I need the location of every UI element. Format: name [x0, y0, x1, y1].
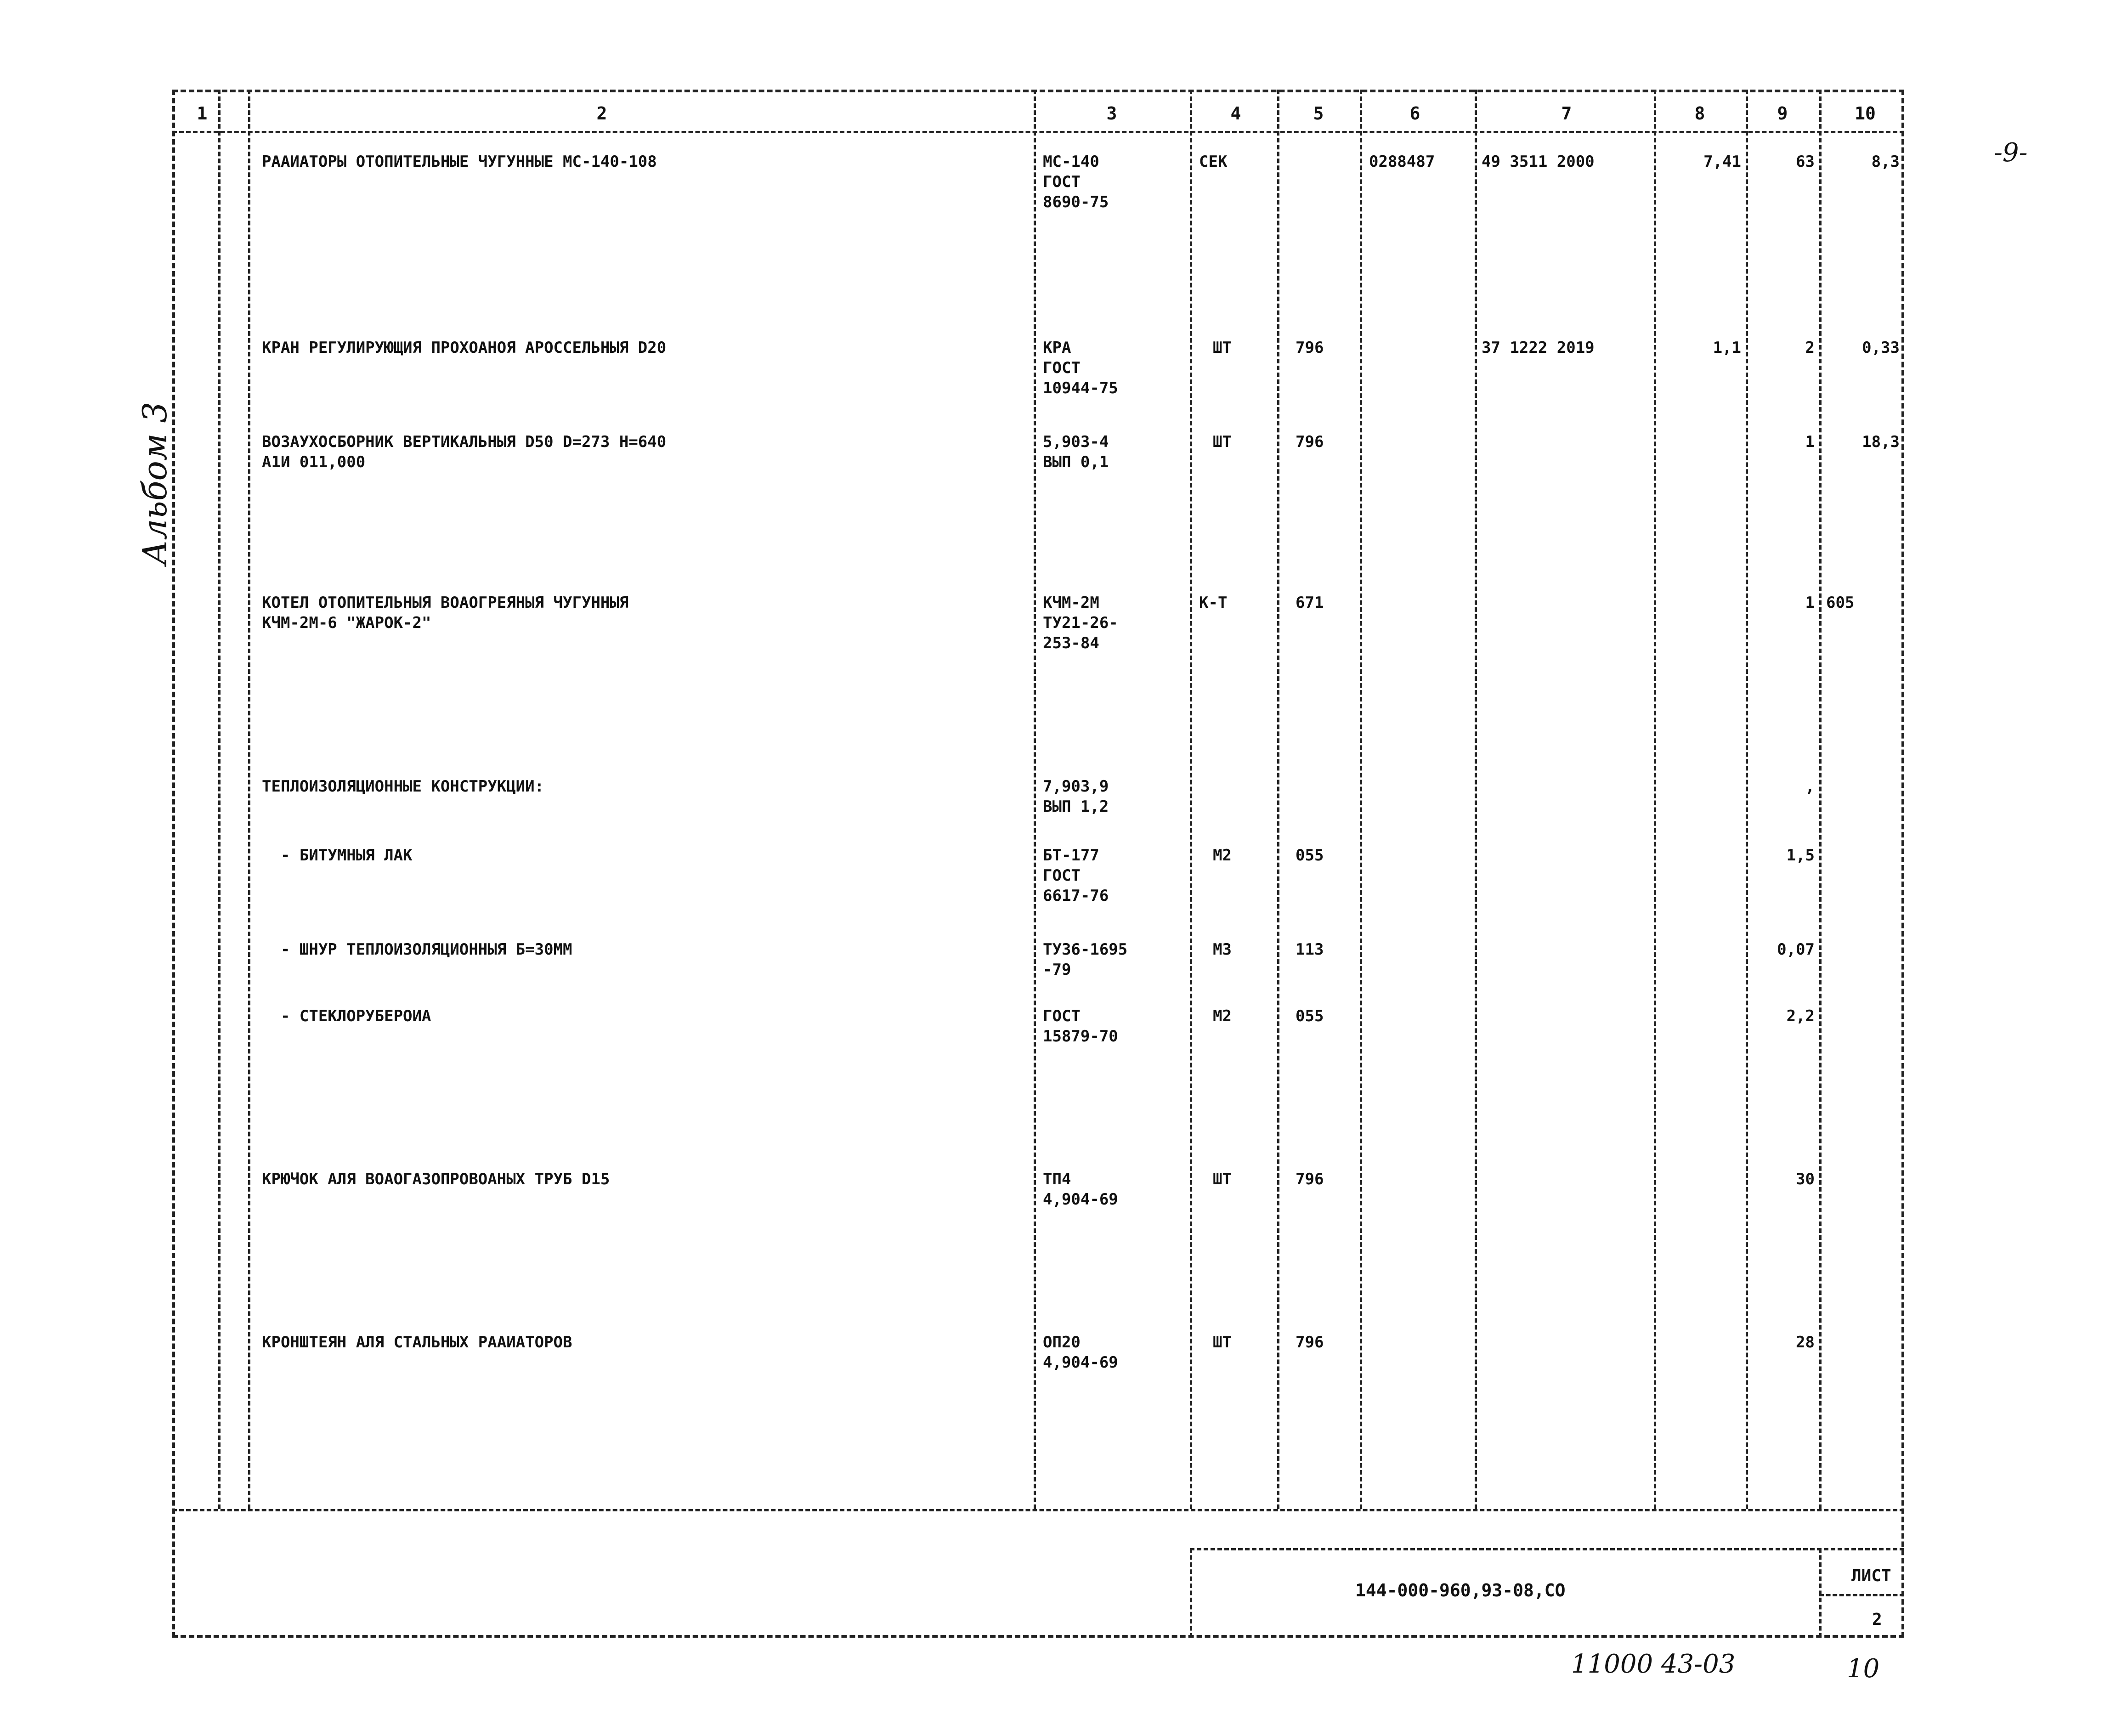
item-col8: 7,41	[1703, 153, 1741, 171]
item-code: БТ-177 ГОСТ 6617-76	[1043, 846, 1109, 905]
item-col9: 2,2	[1786, 1007, 1815, 1025]
handwritten-page: 10	[1847, 1654, 1880, 1684]
item-unit-code: 796	[1296, 433, 1324, 451]
item-unit: М3	[1213, 940, 1232, 959]
stamp-left-line	[1190, 1548, 1192, 1638]
item-unit-code: 796	[1296, 339, 1324, 357]
col-divider	[1190, 90, 1192, 1509]
item-name: КРАН РЕГУЛИРУЮЩИЯ ПРОХОАНОЯ АРОССЕЛЬНЫЯ D20	[262, 339, 667, 357]
item-col10: 0,33	[1862, 339, 1900, 357]
col-divider	[1475, 90, 1477, 1509]
item-code: ТП4 4,904-69	[1043, 1170, 1118, 1209]
item-col9: 63	[1796, 153, 1815, 171]
col-header: 6	[1409, 103, 1420, 124]
item-col9: 1	[1805, 594, 1815, 612]
item-code: КРА ГОСТ 10944-75	[1043, 339, 1118, 397]
item-col10: 8,3	[1871, 153, 1900, 171]
document-code: 144-000-960,93-08,СО	[1355, 1580, 1566, 1600]
stamp-top-line	[1190, 1548, 1904, 1550]
col-divider	[1746, 90, 1748, 1509]
item-unit: ШТ	[1213, 339, 1232, 357]
item-unit: СЕК	[1199, 153, 1228, 171]
item-col7: 37 1222 2019	[1482, 339, 1595, 357]
item-col6: 0288487	[1369, 153, 1435, 171]
col-header: 8	[1694, 103, 1705, 124]
header-divider	[172, 131, 1904, 133]
col-header: 7	[1561, 103, 1572, 124]
stamp-sheet-divider	[1819, 1594, 1904, 1596]
item-name: - БИТУМНЫЯ ЛАК	[262, 846, 413, 865]
item-unit: М2	[1213, 1007, 1232, 1025]
col-header: 4	[1230, 103, 1241, 124]
sheet-label: ЛИСТ	[1851, 1566, 1891, 1585]
stamp-sheet-line	[1819, 1548, 1822, 1638]
item-name: - ШНУР ТЕПЛОИЗОЛЯЦИОННЫЯ Б=30ММ	[262, 940, 572, 959]
col-header: 3	[1106, 103, 1117, 124]
item-unit: ШТ	[1213, 1170, 1232, 1188]
item-col8: 1,1	[1713, 339, 1741, 357]
item-col10: 18,3	[1862, 433, 1900, 451]
item-unit-code: 796	[1296, 1333, 1324, 1351]
item-code: ОП20 4,904-69	[1043, 1333, 1118, 1372]
item-unit-code: 671	[1296, 594, 1324, 612]
col-header: 10	[1855, 103, 1876, 124]
item-code: ГОСТ 15879-70	[1043, 1007, 1118, 1046]
col-divider	[1819, 90, 1822, 1509]
item-code: ТУ36-1695 -79	[1043, 940, 1128, 979]
item-unit-code: 055	[1296, 846, 1324, 865]
col-header: 2	[596, 103, 607, 124]
col-header: 5	[1313, 103, 1324, 124]
item-col9: ,	[1805, 777, 1815, 796]
handwritten-archive-number: 11000 43-03	[1571, 1649, 1736, 1679]
col-divider	[1654, 90, 1656, 1509]
item-name: КРЮЧОК АЛЯ ВОАОГАЗОПРОВОАНЫХ ТРУБ D15	[262, 1170, 610, 1188]
item-col9: 30	[1796, 1170, 1815, 1188]
item-col9: 0,07	[1777, 940, 1815, 959]
item-unit-code: 113	[1296, 940, 1324, 959]
item-unit-code: 055	[1296, 1007, 1324, 1025]
item-col10: 605	[1826, 594, 1855, 612]
item-unit: М2	[1213, 846, 1232, 865]
item-col9: 1,5	[1786, 846, 1815, 865]
item-code: 7,903,9 ВЫП 1,2	[1043, 777, 1109, 816]
item-name: - СТЕКЛОРУБЕРОИА	[262, 1007, 431, 1025]
item-unit-code: 796	[1296, 1170, 1324, 1188]
col-header: 1	[197, 103, 208, 124]
item-name: ВОЗАУХОСБОРНИК ВЕРТИКАЛЬНЫЯ D50 D=273 H=640 А1И 011,000	[262, 433, 667, 471]
item-col9: 28	[1796, 1333, 1815, 1351]
side-label: Альбом 3	[136, 401, 174, 565]
item-unit: ШТ	[1213, 1333, 1232, 1351]
item-unit: ШТ	[1213, 433, 1232, 451]
table-bottom-divider	[172, 1509, 1904, 1511]
table-frame	[172, 90, 1904, 1638]
sheet-number: 2	[1872, 1610, 1882, 1629]
item-code: 5,903-4 ВЫП 0,1	[1043, 433, 1109, 471]
col-divider	[1034, 90, 1036, 1509]
item-code: МС-140 ГОСТ 8690-75	[1043, 153, 1109, 211]
item-col9: 2	[1805, 339, 1815, 357]
col-header: 9	[1777, 103, 1788, 124]
item-col7: 49 3511 2000	[1482, 153, 1595, 171]
col-divider	[1360, 90, 1362, 1509]
col-divider	[248, 90, 250, 1509]
item-code: КЧМ-2М ТУ21-26- 253-84	[1043, 594, 1118, 652]
item-unit: К-Т	[1199, 594, 1228, 612]
col-divider	[218, 90, 221, 1509]
item-name: КРОНШТЕЯН АЛЯ СТАЛЬНЫХ РААИАТОРОВ	[262, 1333, 572, 1351]
page-number: -9-	[1994, 138, 2028, 168]
item-name: РААИАТОРЫ ОТОПИТЕЛЬНЫЕ ЧУГУННЫЕ МС-140-108	[262, 153, 657, 171]
item-name: КОТЕЛ ОТОПИТЕЛЬНЫЯ ВОАОГРЕЯНЫЯ ЧУГУННЫЯ КЧМ-2М-6 "ЖАРОК-2"	[262, 594, 629, 632]
item-name: ТЕПЛОИЗОЛЯЦИОННЫЕ КОНСТРУКЦИИ:	[262, 777, 544, 796]
col-divider	[1277, 90, 1279, 1509]
item-col9: 1	[1805, 433, 1815, 451]
